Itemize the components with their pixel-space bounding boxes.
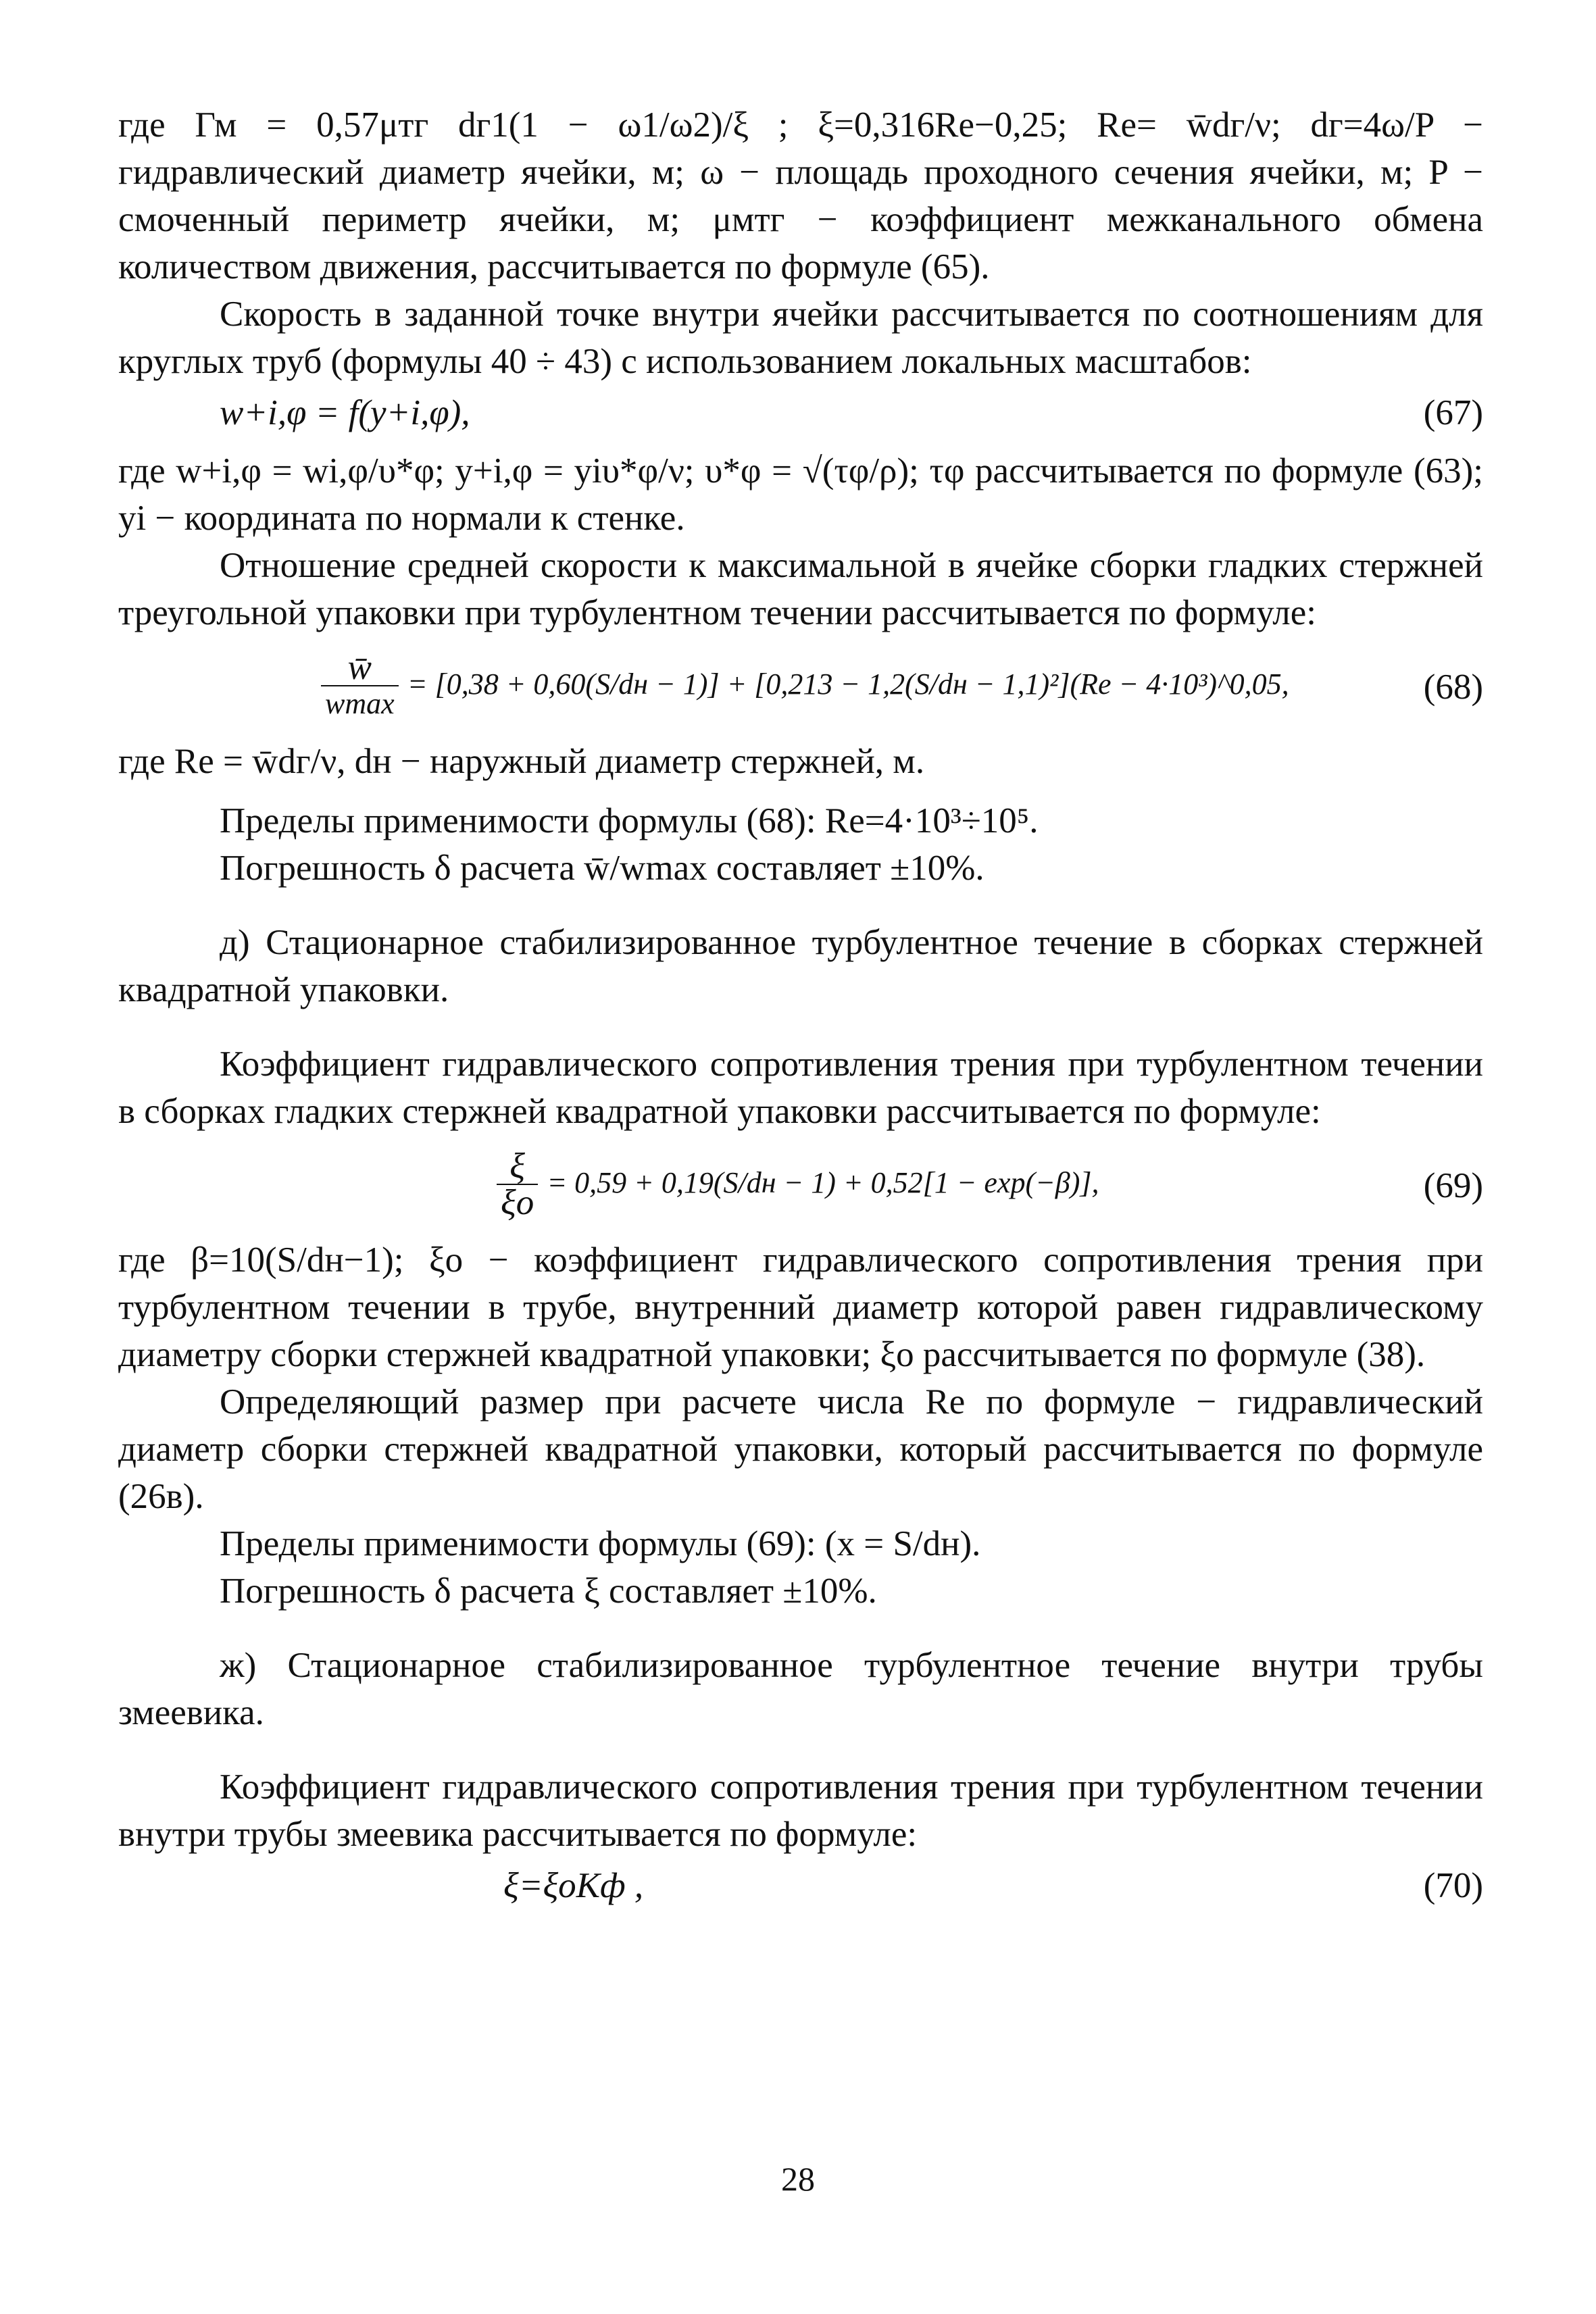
paragraph-velocity-in-cell: Скорость в заданной точке внутри ячейки рассчитывается по соотношениям для круглых труб (формулы 40 ÷ 43) с использованием локальных масштабов: bbox=[118, 295, 1483, 381]
paragraph-applicability-69: Пределы применимости формулы (69): (x = S/dн). bbox=[220, 1524, 981, 1563]
paragraph-beta-definition: где β=10(S/dн−1); ξо − коэффициент гидравлического сопротивления трения при турбулентном течении в трубе, внутренний диаметр которой равен гидравлическому диаметру сборки стержней квадратной упаковки; ξо рассчитывается по формуле (38). bbox=[118, 1240, 1483, 1374]
formula-69-number: (69) bbox=[1423, 1166, 1483, 1205]
formula-69-rhs: = 0,59 + 0,19(S/dн − 1) + 0,52[1 − exp(−β)], bbox=[547, 1166, 1099, 1200]
paragraph-velocity-ratio-intro: Отношение средней скорости к максимальной в ячейке сборки гладких стержней треугольной упаковки при турбулентном течении рассчитывается по формуле: bbox=[118, 546, 1483, 632]
formula-68-denominator: wmax bbox=[325, 687, 395, 720]
paragraph-reynolds-definition: где Re = w̄dг/ν, dн − наружный диаметр стержней, м. bbox=[118, 742, 925, 781]
formula-68-fraction bbox=[321, 650, 399, 722]
formula-70-number: (70) bbox=[1423, 1866, 1483, 1905]
paragraph-gamma-definition: где Гм = 0,57μтг dг1(1 − ω1/ω2)/ξ ; ξ=0,316Re−0,25; Re= w̄dг/ν; dг=4ω/P − гидравлический диаметр ячейки, м; ω − площадь проходного сечения ячейки, м; P − смоченный периметр ячейки, м; μмтг − коэффициент межканального обмена количеством движения, рассчитывается по формуле (65). bbox=[118, 105, 1483, 286]
formula-68 bbox=[118, 636, 1483, 738]
document-page bbox=[118, 101, 1483, 1920]
formula-70 bbox=[118, 1858, 1483, 1920]
paragraph-error-69: Погрешность δ расчета ξ составляет ±10%. bbox=[220, 1571, 877, 1611]
paragraph-defining-size: Определяющий размер при расчете числа Re по формуле − гидравлический диаметр сборки стержней квадратной упаковки, который рассчитывается по формуле (26в). bbox=[118, 1382, 1483, 1516]
paragraph-coil-friction-intro: Коэффициент гидравлического сопротивления трения при турбулентном течении внутри трубы змеевика рассчитывается по формуле: bbox=[118, 1767, 1483, 1854]
formula-69-numerator: ξ bbox=[497, 1149, 538, 1185]
section-heading-d: д) Стационарное стабилизированное турбулентное течение в сборках стержней квадратной упаковки. bbox=[118, 923, 1483, 1009]
formula-69 bbox=[118, 1135, 1483, 1236]
formula-67 bbox=[118, 385, 1483, 447]
formula-69-denominator: ξо bbox=[501, 1183, 534, 1222]
paragraph-local-scales: где w+i,φ = wi,φ/υ*φ; y+i,φ = yiυ*φ/ν; υ*φ = √(τφ/ρ); τφ рассчитывается по формуле (63); yi − координата по нормали к стенке. bbox=[118, 451, 1483, 538]
formula-67-expression: w+i,φ = f(y+i,φ), bbox=[220, 393, 470, 432]
section-heading-zh: ж) Стационарное стабилизированное турбулентное течение внутри трубы змеевика. bbox=[118, 1646, 1483, 1732]
page-number: 28 bbox=[781, 2160, 815, 2198]
formula-70-expression: ξ=ξоKф , bbox=[503, 1866, 644, 1905]
paragraph-applicability-68: Пределы применимости формулы (68): Re=4·10³÷10⁵. bbox=[220, 801, 1039, 840]
formula-68-numerator: w̄ bbox=[321, 650, 399, 686]
formula-69-fraction bbox=[497, 1149, 538, 1220]
formula-67-number: (67) bbox=[1423, 393, 1483, 432]
paragraph-friction-square-intro: Коэффициент гидравлического сопротивления трения при турбулентном течении в сборках гладких стержней квадратной упаковки рассчитывается по формуле: bbox=[118, 1045, 1483, 1131]
formula-68-rhs: = [0,38 + 0,60(S/dн − 1)] + [0,213 − 1,2(S/dн − 1,1)²](Re − 4·10³)^0,05, bbox=[407, 668, 1289, 701]
paragraph-error-68: Погрешность δ расчета w̄/wmax составляет ±10%. bbox=[220, 849, 984, 888]
formula-68-number: (68) bbox=[1423, 668, 1483, 707]
